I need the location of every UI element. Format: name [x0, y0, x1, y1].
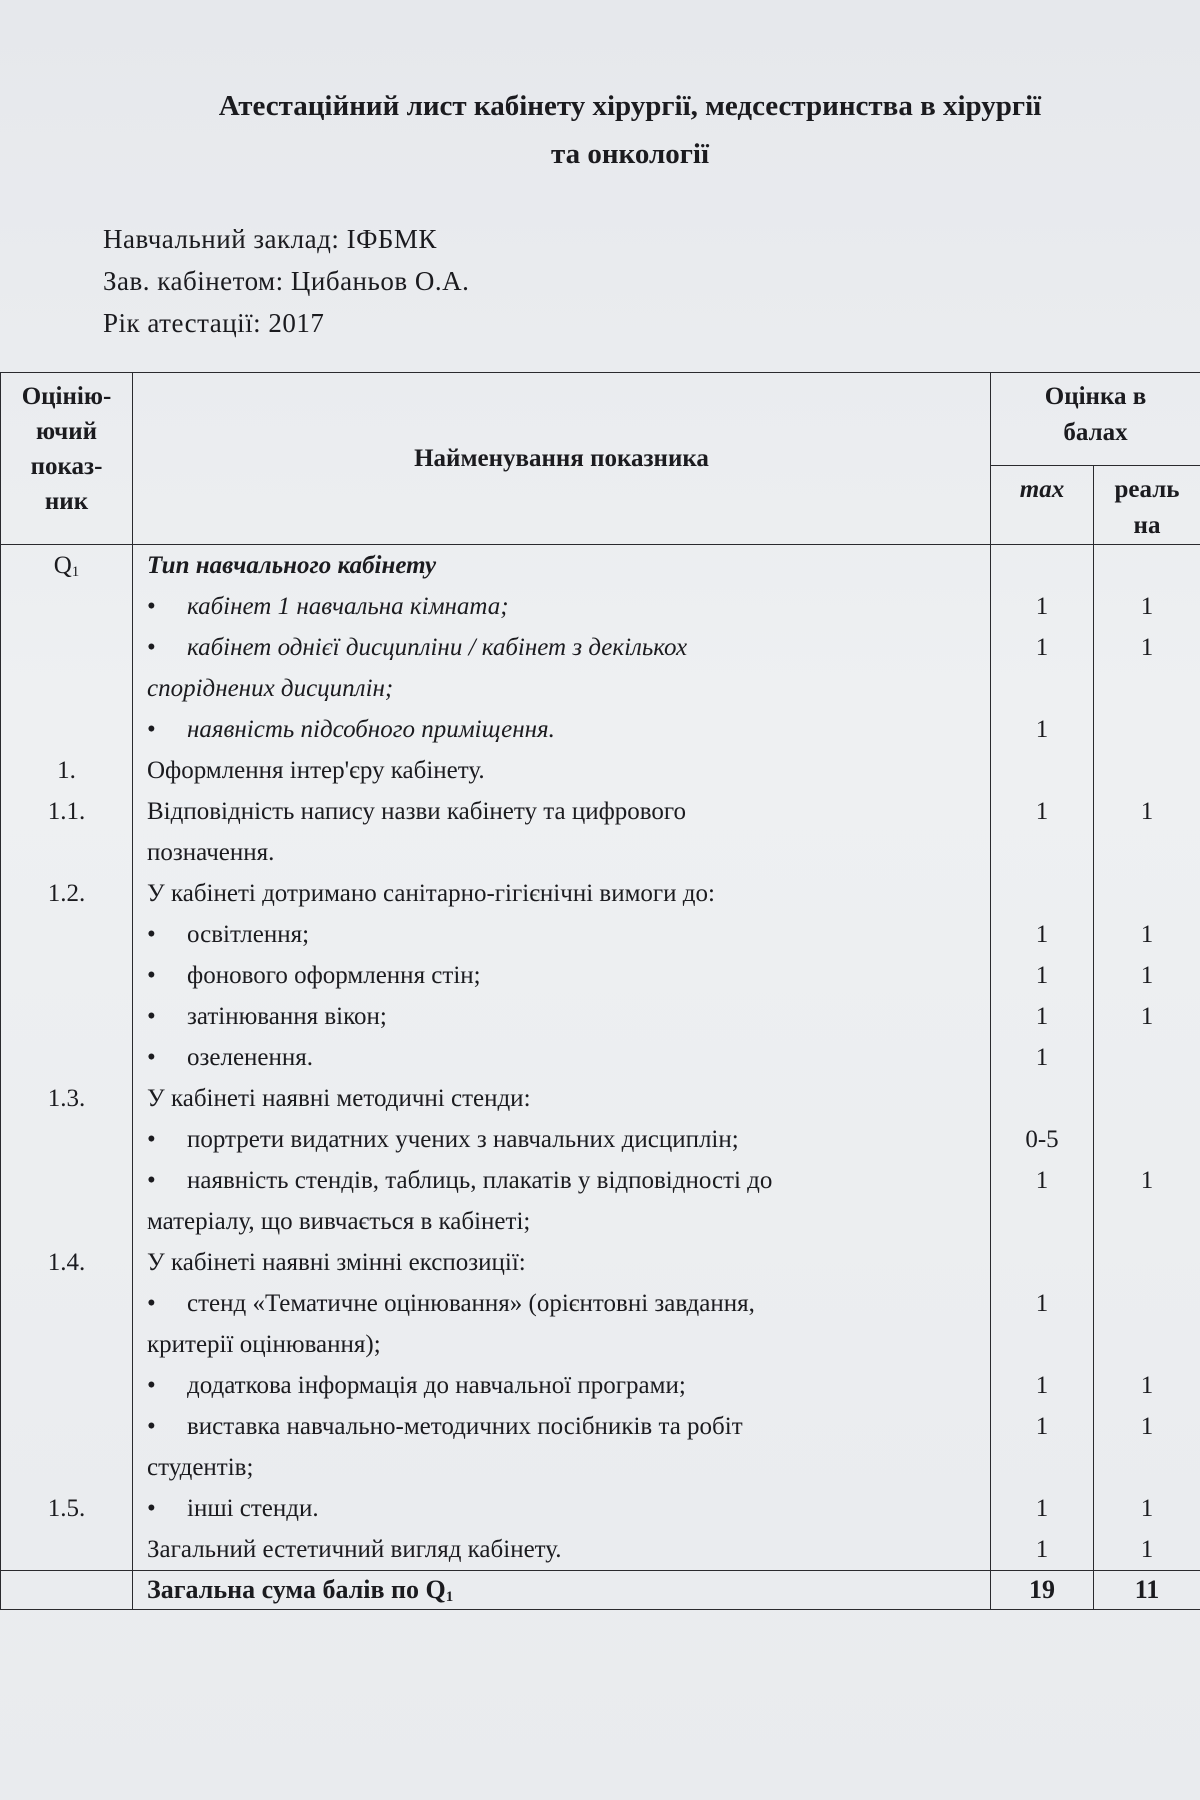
max-score: 1: [1035, 1044, 1049, 1071]
max-score: [991, 1201, 1093, 1242]
indicator-text: критерії оцінювання);: [147, 1331, 381, 1358]
bullet-item: • наявність стендів, таблиць, плакатів у відповідності до: [147, 1160, 990, 1201]
max-score: 1: [1035, 962, 1049, 989]
indicator-text: матеріалу, що вивчається в кабінеті;: [147, 1208, 531, 1235]
indicator-number: [1, 1365, 132, 1406]
indicator-number: [1, 955, 132, 996]
header-indicator-name: Найменування показника: [133, 373, 991, 545]
real-score: [1094, 545, 1200, 586]
max-score: 1: [1035, 921, 1049, 948]
indicator-number: 1.5.: [47, 1495, 86, 1522]
indicator-text: Загальний естетичний вигляд кабінету.: [147, 1536, 562, 1563]
indicator-number: [1, 1160, 132, 1201]
max-score: 1: [1035, 1167, 1049, 1194]
real-score: 1: [1140, 1536, 1154, 1563]
bullet-item: • кабінет 1 навчальна кімната;: [147, 586, 990, 627]
bullet-item: • інші стенди.: [147, 1488, 990, 1529]
indicator-number: 1.: [57, 757, 76, 784]
indicator-text: позначення.: [147, 839, 275, 866]
max-score: [991, 1242, 1093, 1283]
header-indicator: Оцінію- ючий показ- ник: [1, 373, 133, 545]
real-score: [1094, 709, 1200, 750]
max-score-column: [991, 545, 1094, 1571]
indicator-number: [1, 1037, 132, 1078]
indicator-number: 1.3.: [47, 1085, 86, 1112]
indicator-number-column: [1, 545, 133, 1571]
indicator-name-column: [133, 545, 991, 1571]
real-score-column: [1094, 545, 1200, 1571]
real-score: 1: [1140, 921, 1154, 948]
indicator-number: [1, 1447, 132, 1488]
indicator-number: 1.4.: [47, 1249, 86, 1276]
real-score: [1094, 750, 1200, 791]
indicator-number: [1, 1283, 132, 1324]
max-score: 1: [1035, 1413, 1049, 1440]
max-score: 1: [1035, 798, 1049, 825]
bullet-item: • кабінет однієї дисципліни / кабінет з декількох: [147, 627, 990, 668]
title-line-1: Атестаційний лист кабінету хірургії, медсестринства в хірургії: [218, 90, 1042, 122]
bullet-item: • виставка навчально-методичних посібників та робіт: [147, 1406, 990, 1447]
max-score: 1: [1035, 634, 1049, 661]
max-score: 1: [1035, 593, 1049, 620]
real-score: 1: [1140, 1413, 1154, 1440]
bullet-item: • освітлення;: [147, 914, 990, 955]
indicator-number: [1, 1119, 132, 1160]
real-score: [1094, 832, 1200, 873]
real-score: 1: [1140, 798, 1154, 825]
real-score: [1094, 873, 1200, 914]
real-score: [1094, 1201, 1200, 1242]
max-score: 0-5: [1025, 1126, 1059, 1153]
bullet-item: • озеленення.: [147, 1037, 990, 1078]
max-score: [991, 873, 1093, 914]
indicator-number: [1, 709, 132, 750]
max-score: 1: [1035, 1372, 1049, 1399]
max-score: [991, 832, 1093, 873]
max-score: 1: [1035, 716, 1049, 743]
real-score: 1: [1140, 593, 1154, 620]
max-score: [991, 1447, 1093, 1488]
max-score: 1: [1035, 1003, 1049, 1030]
indicator-number: [1, 586, 132, 627]
bullet-item: • портрети видатних учених з навчальних дисциплін;: [147, 1119, 990, 1160]
max-score: [991, 545, 1093, 586]
attestation-year-line: Рік атестації: 2017: [103, 308, 325, 338]
indicator-number: [1, 627, 132, 668]
real-score: 1: [1140, 634, 1154, 661]
total-label: Загальна сума балів по $Q_1$: [147, 1575, 454, 1605]
real-score: [1094, 1283, 1200, 1324]
max-score: [991, 668, 1093, 709]
assessment-table: [0, 372, 1200, 1610]
indicator-text: У кабінеті дотримано санітарно-гігієнічні вимоги до:: [147, 880, 715, 907]
real-score: 1: [1140, 1167, 1154, 1194]
title-line-2: та онкології: [550, 138, 710, 170]
max-score: [991, 750, 1093, 791]
indicator-number: [1, 914, 132, 955]
total-max: 19: [1029, 1575, 1055, 1604]
real-score: 1: [1140, 1372, 1154, 1399]
indicator-number: [1, 668, 132, 709]
real-score: [1094, 668, 1200, 709]
indicator-number: [1, 1406, 132, 1447]
real-score: [1094, 1242, 1200, 1283]
indicator-text: Відповідність напису назви кабінету та цифрового: [147, 798, 687, 825]
institution-line: Навчальний заклад: ІФБМК: [103, 224, 437, 254]
header-score: Оцінка в балах: [991, 373, 1200, 466]
real-score: 1: [1140, 962, 1154, 989]
indicator-text: споріднених дисциплін;: [147, 675, 394, 702]
max-score: [991, 1324, 1093, 1365]
max-score: 1: [1035, 1495, 1049, 1522]
indicator-text: У кабінеті наявні методичні стенди:: [147, 1085, 531, 1112]
document-meta: [103, 218, 469, 344]
real-score: [1094, 1119, 1200, 1160]
indicator-text: У кабінеті наявні змінні експозиції:: [147, 1249, 526, 1276]
real-score: [1094, 1078, 1200, 1119]
indicator-number: [1, 832, 132, 873]
bullet-item: • затінювання вікон;: [147, 996, 990, 1037]
indicator-number: $Q_1$: [53, 552, 80, 580]
total-row: [1, 1571, 1200, 1610]
header-real: реаль на: [1094, 466, 1200, 545]
indicator-number: [1, 1324, 132, 1365]
header-max: max: [991, 466, 1094, 545]
bullet-item: • фонового оформлення стін;: [147, 955, 990, 996]
real-score: [1094, 1447, 1200, 1488]
indicator-number: [1, 1201, 132, 1242]
indicator-number: [1, 996, 132, 1037]
real-score: 1: [1140, 1003, 1154, 1030]
indicator-text: студентів;: [147, 1454, 254, 1481]
indicator-text: Тип навчального кабінету: [147, 552, 437, 579]
document-title: [60, 82, 1200, 178]
bullet-item: • наявність підсобного приміщення.: [147, 709, 990, 750]
table-body-row: [1, 545, 1200, 1571]
indicator-number: [1, 1529, 132, 1570]
real-score: 1: [1140, 1495, 1154, 1522]
indicator-number: 1.1.: [47, 798, 86, 825]
bullet-item: • стенд «Тематичне оцінювання» (орієнтовні завдання,: [147, 1283, 990, 1324]
total-real: 11: [1134, 1575, 1160, 1604]
max-score: 1: [1035, 1536, 1049, 1563]
real-score: [1094, 1324, 1200, 1365]
indicator-number: 1.2.: [47, 880, 86, 907]
max-score: [991, 1078, 1093, 1119]
indicator-text: Оформлення інтер'єру кабінету.: [147, 757, 485, 784]
cabinet-head-line: Зав. кабінетом: Цибаньов О.А.: [103, 266, 470, 296]
bullet-item: • додаткова інформація до навчальної програми;: [147, 1365, 990, 1406]
real-score: [1094, 1037, 1200, 1078]
max-score: 1: [1035, 1290, 1049, 1317]
